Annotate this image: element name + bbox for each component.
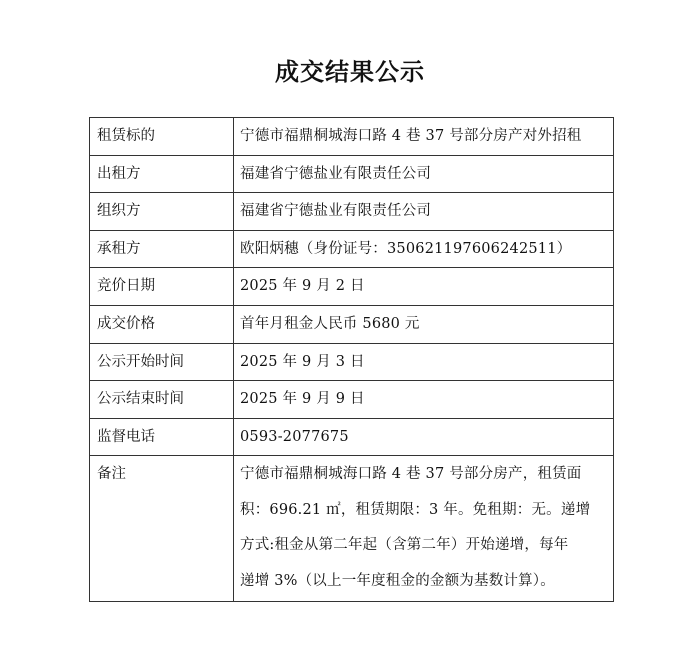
row-label: 公示开始时间 (90, 343, 234, 381)
row-label: 承租方 (90, 230, 234, 268)
table-row-hotline (90, 418, 614, 456)
row-value: 福建省宁德盐业有限责任公司 (234, 155, 614, 193)
notes-line: 宁德市福鼎桐城海口路 4 巷 37 号部分房产，租赁面 (240, 466, 582, 483)
row-label: 公示结束时间 (90, 381, 234, 419)
result-table (89, 117, 614, 602)
notes-line: 方式:租金从第二年起（含第二年）开始递增，每年 (240, 537, 569, 554)
table-row-lessee (90, 230, 614, 268)
row-value: 2025 年 9 月 3 日 (234, 343, 614, 381)
notes-text (234, 456, 614, 602)
row-value: 2025 年 9 月 2 日 (234, 268, 614, 306)
row-label: 备注 (90, 456, 234, 602)
table-row-bid-date (90, 268, 614, 306)
row-label: 监督电话 (90, 418, 234, 456)
table-row-notes (90, 456, 614, 602)
row-value: 宁德市福鼎桐城海口路 4 巷 37 号部分房产对外招租 (234, 118, 614, 156)
notes-line: 递增 3%（以上一年度租金的金额为基数计算）。 (240, 572, 555, 589)
table-row-notice-end (90, 381, 614, 419)
row-label: 竞价日期 (90, 268, 234, 306)
row-value: 欧阳炳穗（身份证号：350621197606242511） (234, 230, 614, 268)
row-value: 首年月租金人民币 5680 元 (234, 305, 614, 343)
table-row-organizer (90, 193, 614, 231)
table-row-subject (90, 118, 614, 156)
row-value: 福建省宁德盐业有限责任公司 (234, 193, 614, 231)
row-label: 成交价格 (90, 305, 234, 343)
table-row-notice-start (90, 343, 614, 381)
page-title: 成交结果公示 (275, 58, 425, 86)
notes-line: 积：696.21 ㎡，租赁期限：3 年。免租期：无。递增 (240, 501, 591, 518)
row-label: 组织方 (90, 193, 234, 231)
row-value: 2025 年 9 月 9 日 (234, 381, 614, 419)
row-value: 0593-2077675 (234, 418, 614, 456)
row-label: 出租方 (90, 155, 234, 193)
table-row-lessor (90, 155, 614, 193)
row-label: 租赁标的 (90, 118, 234, 156)
table-row-price (90, 305, 614, 343)
